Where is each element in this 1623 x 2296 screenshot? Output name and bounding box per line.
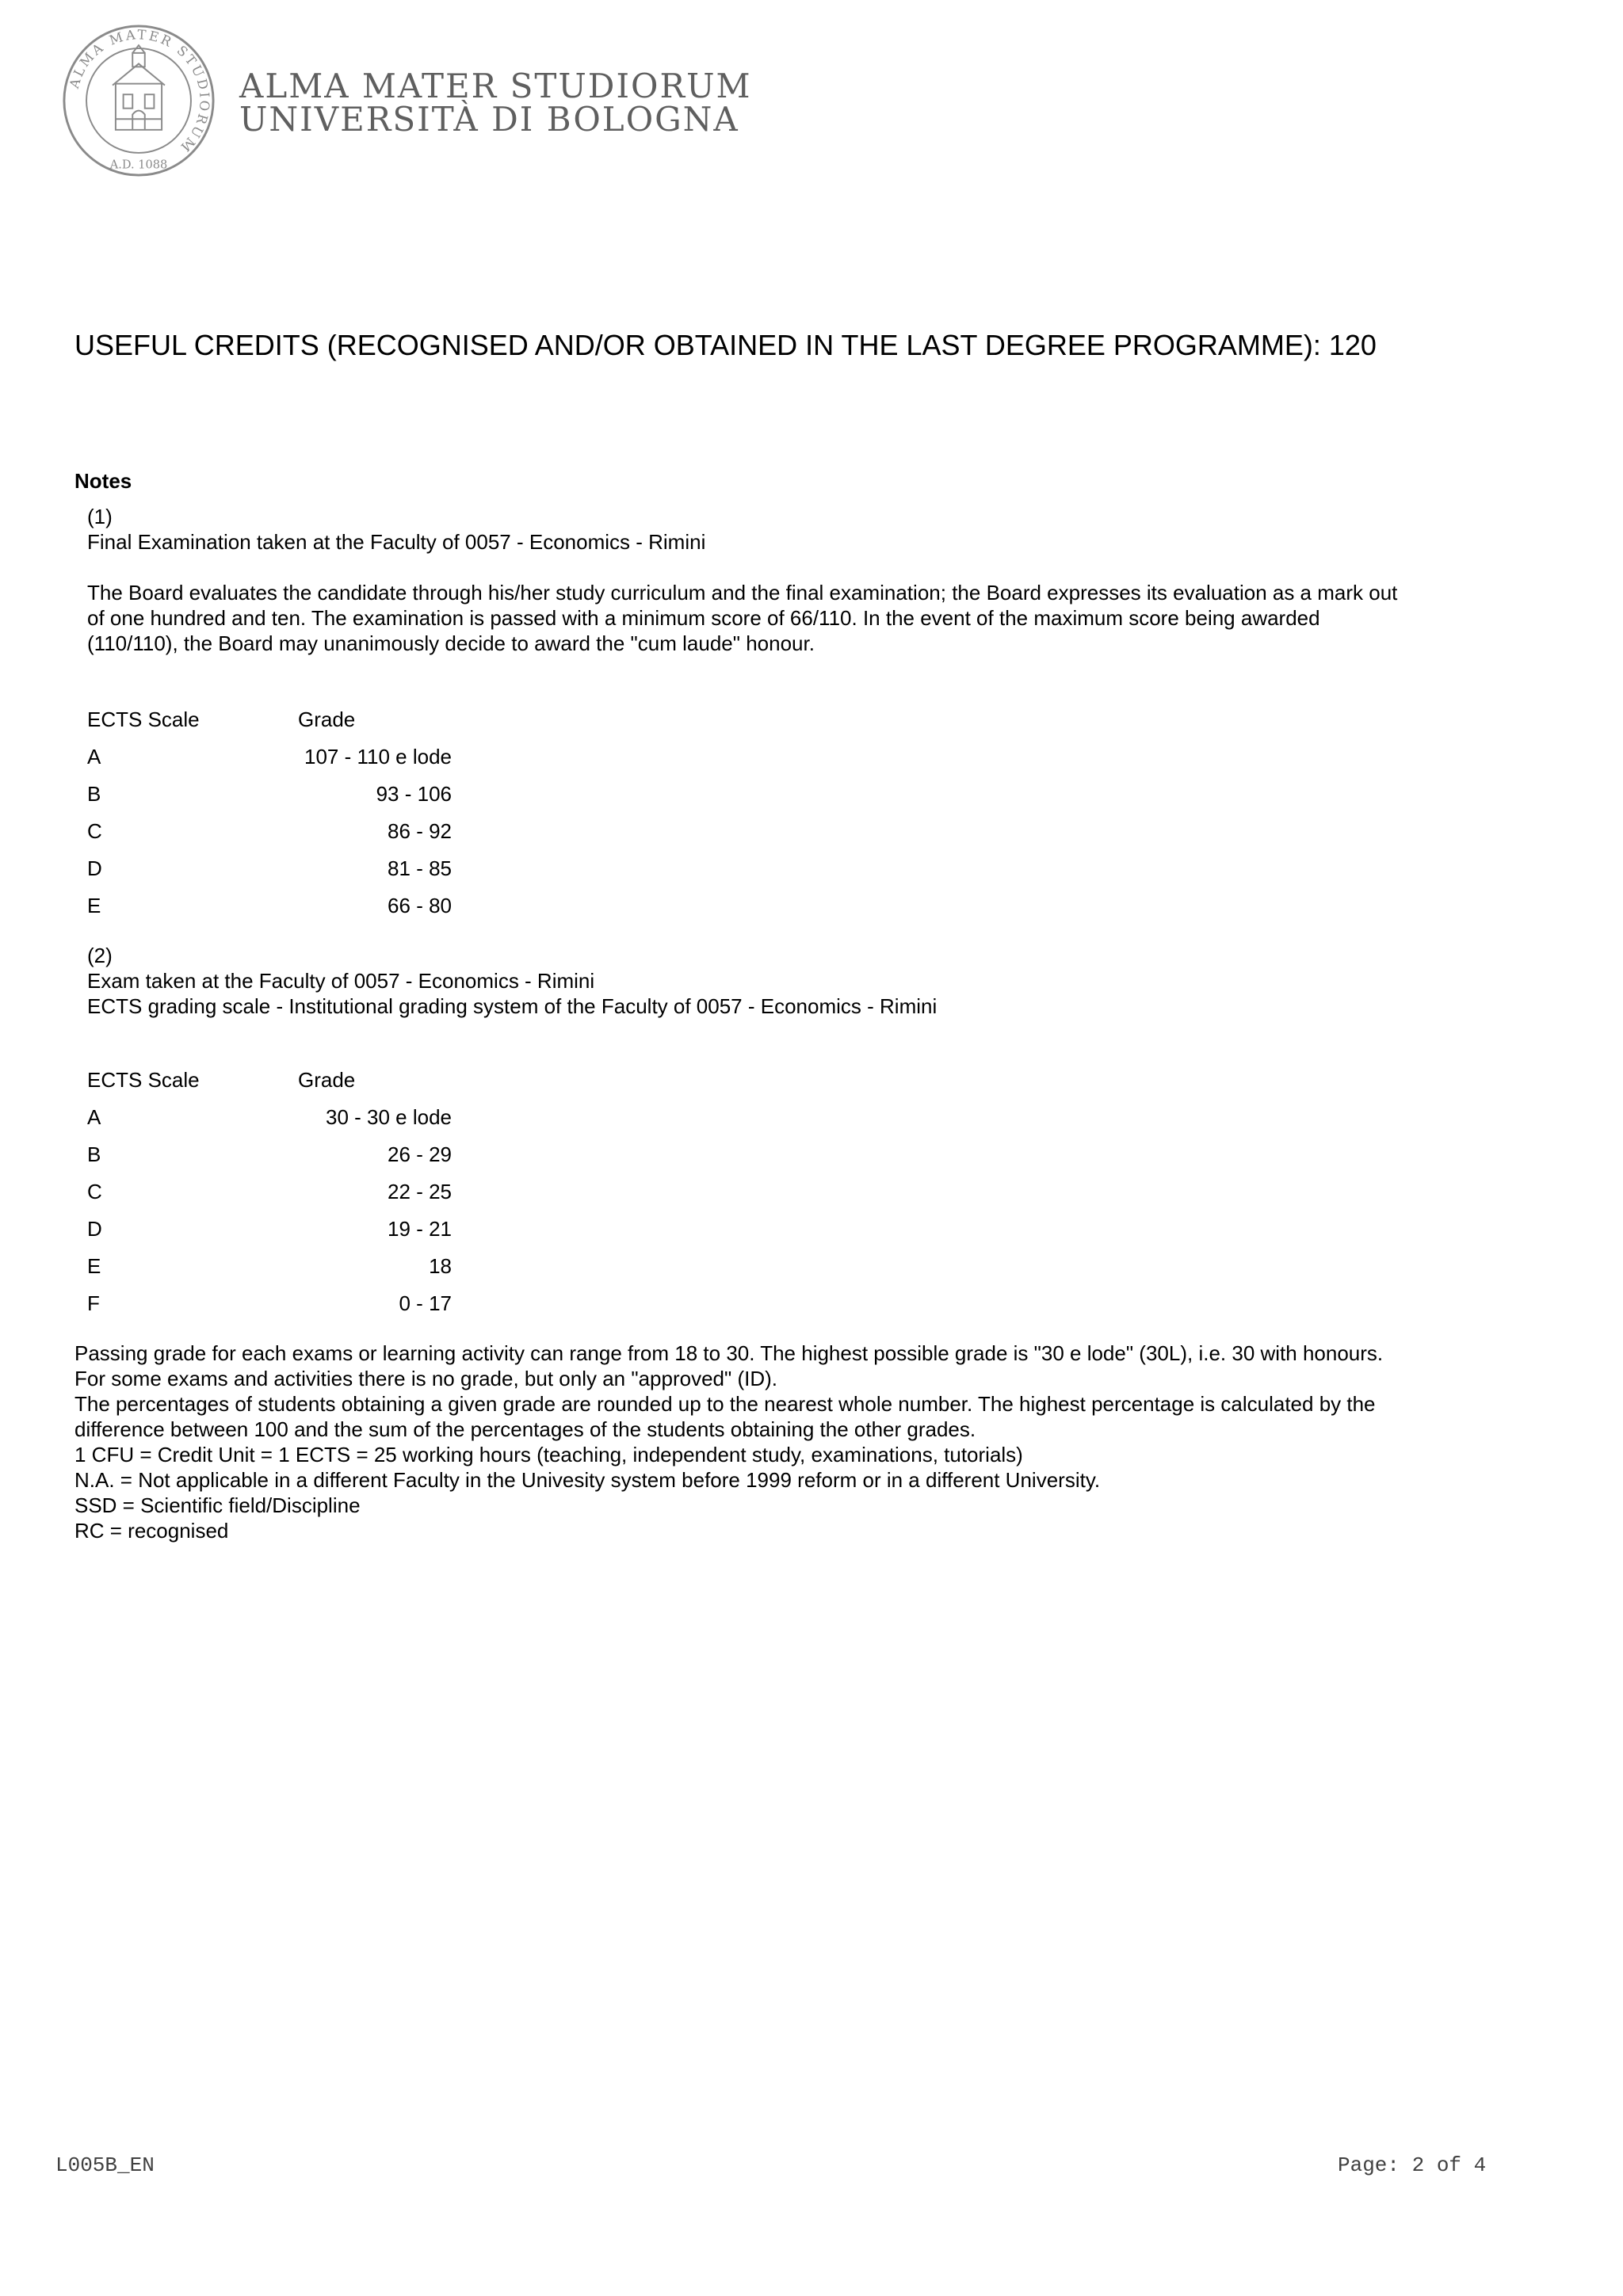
table-row xyxy=(87,1181,452,1205)
general-note-line: SSD = Scientific field/Discipline xyxy=(74,1493,361,1517)
note-1-faculty-line: Final Examination taken at the Faculty of 0057 - Economics - Rimini xyxy=(87,530,706,554)
ects-scale-cell: A xyxy=(87,745,101,769)
exam-grade-table xyxy=(87,1070,452,1323)
grade-cell: 86 - 92 xyxy=(388,819,452,843)
grade-cell: 81 - 85 xyxy=(388,856,452,880)
grade-cell: 107 - 110 e lode xyxy=(304,745,452,769)
university-name-line2: UNIVERSITÀ DI BOLOGNA xyxy=(239,100,739,139)
grade-table-header xyxy=(87,709,452,733)
table-row xyxy=(87,784,452,807)
grade-cell: 0 - 17 xyxy=(399,1291,452,1315)
useful-credits-heading: USEFUL CREDITS (RECOGNISED AND/OR OBTAINED IN THE LAST DEGREE PROGRAMME): 120 xyxy=(74,329,1377,361)
grade-cell: 18 xyxy=(429,1254,452,1278)
header-grade: Grade xyxy=(298,1068,356,1092)
grade-cell: 93 - 106 xyxy=(376,782,452,806)
note-1-intro xyxy=(87,504,1506,555)
general-note-line: RC = recognised xyxy=(74,1519,229,1543)
ects-scale-cell: D xyxy=(87,1217,102,1241)
document-code: L005B_EN xyxy=(55,2153,155,2177)
ects-scale-cell: D xyxy=(87,856,102,880)
note-1-paragraph xyxy=(87,580,1506,656)
note-2-grading-scale-line: ECTS grading scale - Institutional grading system of the Faculty of 0057 - Economics - Rimini xyxy=(87,994,938,1018)
header-grade: Grade xyxy=(298,707,356,731)
table-row xyxy=(87,1219,452,1242)
table-row xyxy=(87,821,452,845)
university-name-line1: ALMA MATER STUDIORUM xyxy=(239,67,752,105)
grade-table-header xyxy=(87,1070,452,1093)
table-row xyxy=(87,858,452,882)
ects-scale-cell: C xyxy=(87,1180,102,1203)
note-1-paragraph-line: (110/110), the Board may unanimously decide to award the "cum laude" honour. xyxy=(87,631,815,655)
note-1-paragraph-line: The Board evaluates the candidate through his/her study curriculum and the final examination; the Board expresses its evaluation as a mark out xyxy=(87,581,1398,605)
table-row xyxy=(87,1256,452,1280)
header-ects-scale: ECTS Scale xyxy=(87,1068,200,1092)
general-note-line: For some exams and activities there is no grade, but only an "approved" (ID). xyxy=(74,1367,777,1390)
table-row xyxy=(87,1107,452,1131)
header-ects-scale: ECTS Scale xyxy=(87,707,200,731)
ects-scale-cell: B xyxy=(87,1142,101,1166)
grade-cell: 26 - 29 xyxy=(388,1142,452,1166)
notes-title: Notes xyxy=(74,469,132,493)
general-note-line: The percentages of students obtaining a given grade are rounded up to the nearest whole number. The highest percentage is calculated by the xyxy=(74,1392,1376,1416)
general-notes xyxy=(74,1341,1509,1543)
note-2-intro xyxy=(87,943,1506,1019)
table-row xyxy=(87,895,452,919)
table-row xyxy=(87,1144,452,1168)
note-2-faculty-line: Exam taken at the Faculty of 0057 - Economics - Rimini xyxy=(87,969,595,993)
table-row xyxy=(87,746,452,770)
ects-scale-cell: E xyxy=(87,1254,101,1278)
grade-cell: 66 - 80 xyxy=(388,894,452,917)
general-note-line: N.A. = Not applicable in a different Faculty in the Univesity system before 1999 reform or in a different University. xyxy=(74,1468,1101,1492)
ects-scale-cell: C xyxy=(87,819,102,843)
general-note-line: difference between 100 and the sum of the percentages of the students obtaining the other grades. xyxy=(74,1417,976,1441)
ects-scale-cell: E xyxy=(87,894,101,917)
grade-cell: 22 - 25 xyxy=(388,1180,452,1203)
ects-scale-cell: A xyxy=(87,1105,101,1129)
svg-text:A.D. 1088: A.D. 1088 xyxy=(109,158,168,172)
ects-scale-cell: B xyxy=(87,782,101,806)
page-indicator: Page: 2 of 4 xyxy=(1338,2153,1487,2177)
svg-text:ALMA MATER STUDIORUM: ALMA MATER STUDIORUM xyxy=(67,27,212,157)
table-row xyxy=(87,1293,452,1317)
university-seal-logo xyxy=(62,24,216,177)
final-exam-grade-table xyxy=(87,709,452,923)
grade-cell: 19 - 21 xyxy=(388,1217,452,1241)
note-2-number: (2) xyxy=(87,944,113,967)
note-1-number: (1) xyxy=(87,505,113,528)
note-1-paragraph-line: of one hundred and ten. The examination is passed with a minimum score of 66/110. In the event of the maximum score being awarded xyxy=(87,606,1320,630)
ects-scale-cell: F xyxy=(87,1291,100,1315)
general-note-line: 1 CFU = Credit Unit = 1 ECTS = 25 working hours (teaching, independent study, examinations, tutorials) xyxy=(74,1443,1023,1466)
general-note-line: Passing grade for each exams or learning activity can range from 18 to 30. The highest possible grade is "30 e lode" (30L), i.e. 30 with honours. xyxy=(74,1341,1384,1365)
grade-cell: 30 - 30 e lode xyxy=(325,1105,452,1129)
